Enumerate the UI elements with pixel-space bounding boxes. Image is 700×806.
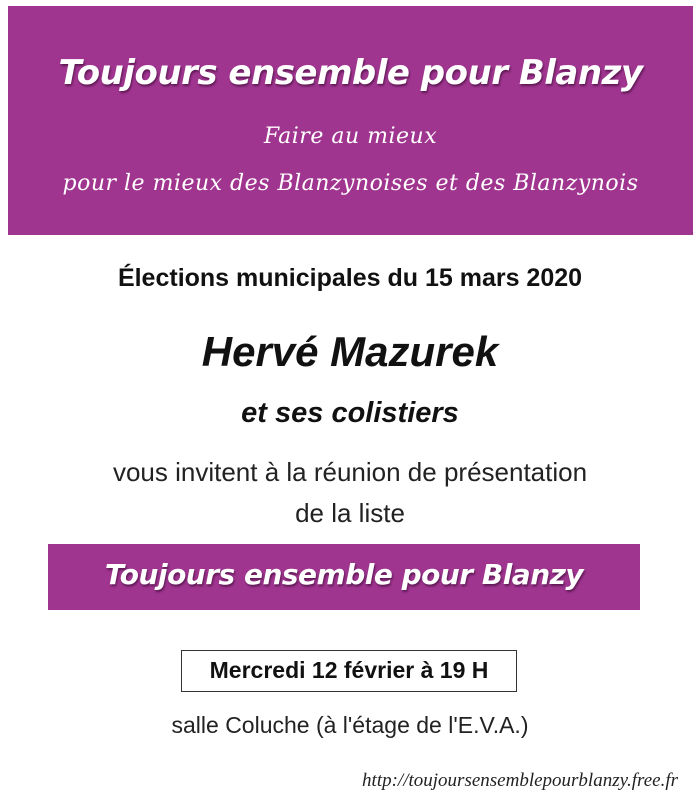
candidate-name: Hervé Mazurek xyxy=(201,328,499,375)
event-venue: salle Coluche (à l'étage de l'E.V.A.) xyxy=(171,712,529,738)
invitation-text-line-1: vous invitent à la réunion de présentation xyxy=(112,457,588,487)
header-slogan-line-1: Faire au mieux xyxy=(263,124,438,149)
website-link[interactable]: http://toujoursensemblepourblanzy.free.fr xyxy=(362,770,678,791)
header-title: Toujours ensemble pour Blanzy xyxy=(58,53,643,93)
event-date-box: Mercredi 12 février à 19 H xyxy=(181,650,517,692)
colistiers-subtitle: et ses colistiers xyxy=(241,397,459,429)
election-heading: Élections municipales du 15 mars 2020 xyxy=(117,264,583,292)
header-slogan-line-2: pour le mieux des Blanzynoises et des Blanzynois xyxy=(62,171,639,196)
list-name-banner xyxy=(48,544,640,610)
header-banner xyxy=(8,6,693,235)
list-name: Toujours ensemble pour Blanzy xyxy=(104,558,584,591)
invitation-text-line-2: de la liste xyxy=(295,498,405,528)
